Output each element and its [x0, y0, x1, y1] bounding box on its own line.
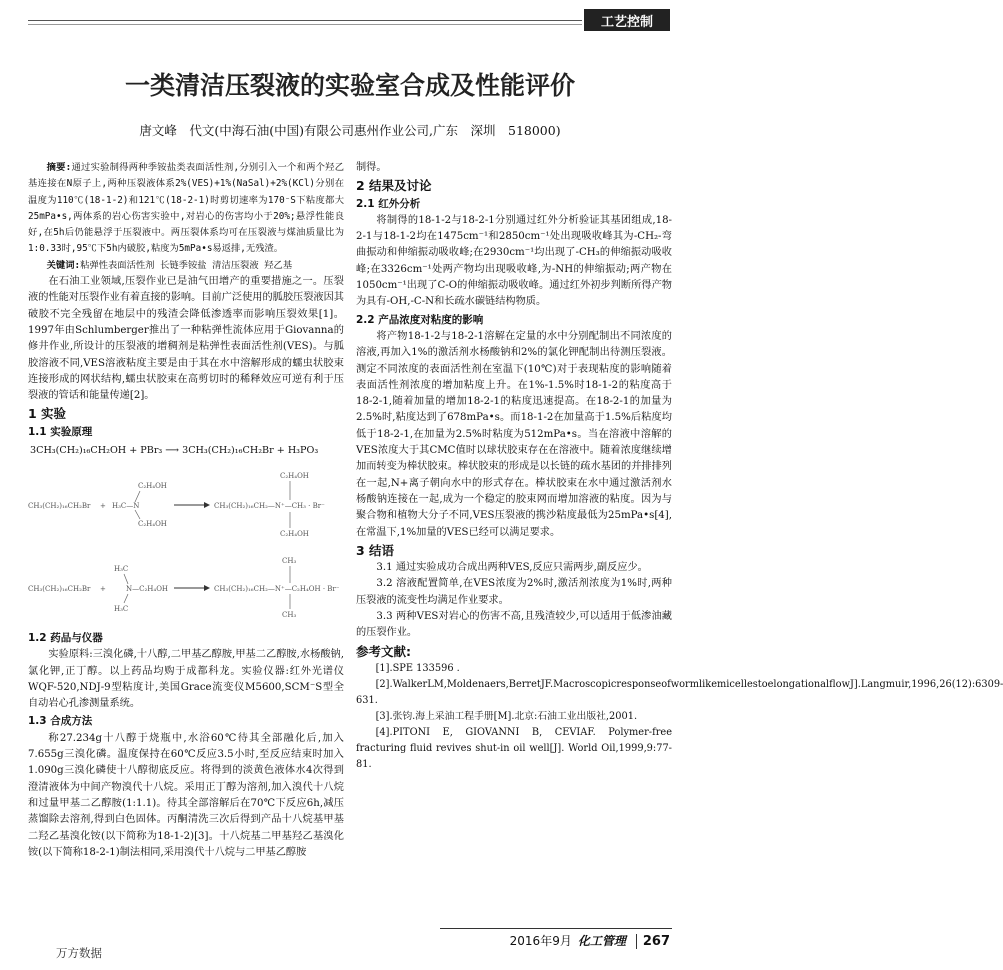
abstract [28, 160, 344, 258]
abstract-label: 摘要: [46, 162, 72, 173]
page-number: 267 [636, 934, 670, 949]
scheme2-reactant1: CH₃(CH₂)₁₆CH₂Br [28, 584, 91, 593]
conclusion-3: 3.3 两种VES对岩心的伤害不高,且残渣较少,可以适用于低渗油藏的压裂作业。 [356, 611, 672, 639]
scheme2-product: CH₃(CH₂)₁₆CH₂—N⁺—C₂H₄OH · Br⁻ [214, 584, 340, 593]
keywords-label: 关键词: [46, 259, 81, 271]
materials-paragraph: 实验原料:三溴化磷,十八醇,二甲基乙醇胺,甲基二乙醇胺,水杨酸钠,氯化钾,正丁醇。以上药品均购于成都科龙。实验仪器:红外光谱仪WQF-520,NDJ-9型粘度计,美国Grace流变仪M5600,SCM⁻S型全自动岩心孔渗测量系统。 [28, 649, 344, 710]
scheme2-sub1: H₃C [114, 564, 129, 573]
paper-title: 一类清洁压裂液的实验室合成及性能评价 [124, 71, 575, 100]
synthesis-paragraph: 称27.234g十八醇于烧瓶中,水浴60℃待其全部融化后,加入7.655g三溴化磷。温度保持在60℃反应3.5小时,至反应结束时加入1.090g三溴化磷使十八醇彻底反应。将得到的淡黄色液体水4次得到澄清液体为中间产物溴代十八烷。采用正丁醇为溶剂,加入溴代十八烷和过量甲基二乙醇胺(1:1.1)。待其全部溶解后在70℃下反应6h,减压蒸馏除去溶剂,得到白色固体。丙酮清洗三次后得到产品十八烷基甲基二羟乙基溴化铵(以下简称为18-1-2)[3]。十八烷基二甲基羟乙基溴化铵(以下简称18-2-1)制法相同,采用溴代十八烷与二甲基乙醇胺 [28, 732, 344, 858]
journal-name: 化工管理 [577, 934, 626, 948]
watermark: 万方数据 [56, 946, 102, 960]
header-rule-thin [28, 24, 582, 25]
section-tag: 工艺控制 [584, 9, 670, 31]
keywords-text: 粘弹性表面活性剂 长链季铵盐 清洁压裂液 羟乙基 [80, 259, 293, 271]
section-1-1-heading: 1.1 实验原理 [28, 425, 93, 438]
reference-item: [2].WalkerLM,Moldenaers,BerretJF.MacroscopicresponseofwormlikemicellestoelongationalflowJ].Langmuir,1996,26(12):6309-631. [356, 678, 1003, 706]
scheme1-product: CH₃(CH₂)₁₆CH₂—N⁺—CH₃ · Br⁻ [214, 502, 325, 511]
section-2-heading: 2 结果及讨论 [356, 178, 432, 194]
section-3-heading: 3 结语 [356, 542, 395, 558]
scheme1-reactant2: H₃C—N [112, 502, 140, 511]
conclusion-2: 3.2 溶液配置简单,在VES浓度为2%时,激活剂浓度为1%时,两种压裂液的流变性均满足作业要求。 [356, 578, 672, 606]
scheme2-psub2: CH₃ [282, 610, 297, 619]
scheme1-psub2: C₂H₄OH [280, 530, 309, 539]
section-1-2-heading: 1.2 药品与仪器 [28, 631, 103, 644]
left-column [28, 160, 344, 861]
ir-paragraph: 将制得的18-1-2与18-2-1分别通过红外分析验证其基团组成,18-2-1与18-1-2均在1475cm⁻¹和2850cm⁻¹处出现吸收峰其为-CH₂-弯曲振动和伸缩振动吸收峰;在2930cm⁻¹均出现了-CH₃的伸缩振动吸收峰;在3326cm⁻¹处两产物均出现吸收峰,为-NH的伸缩振动;两产物在1050cm⁻¹出现了C-O的伸缩振动吸收峰。通过红外初步判断所得产物为具有-OH,-C-N和长疏水碳链结构物质。 [356, 214, 672, 308]
keywords [28, 258, 344, 274]
section-2-1-heading: 2.1 红外分析 [356, 197, 421, 210]
footer-rule [440, 928, 672, 929]
reaction-scheme-2 [28, 553, 344, 621]
scheme2-reactant2: N—C₂H₄OH [126, 584, 169, 593]
reference-item: [3].张钧.海上采油工程手册[M].北京:石油工业出版社,2001. [375, 710, 638, 722]
section-1-heading: 1 实验 [28, 406, 67, 422]
right-column [356, 160, 1003, 773]
viscosity-paragraph: 将产物18-1-2与18-2-1溶解在定量的水中分别配制出不同浓度的溶液,再加入1%的激活剂水杨酸钠和2%的氯化钾配制出待测压裂液。测定不同浓度的表面活性剂在室温下(10℃)对于表现粘度的影响随着表面活性剂浓度的增加粘度上升。在1%-1.5%时18-1-2的粘度高于18-2-1,随着加量的增加18-2-1的粘度迅速提高。在18-2-1的加量为2.5%时,粘度达到了678mPa•s。而18-1-2在加量高于1.5%后粘度均低于18-2-1,在加量为2.5%时粘度为512mPa•s。当在溶液中溶解的VES浓度大于其CMC值时以球状胶束存在在溶液中。随着浓度继续增加而转变为棒状胶束。棒状胶束的形成是以长链的疏水基团的并排排列在一起,N+离子朝向水中的形式存在。棒状胶束在水中通过激活剂水杨酸钠连接在一起,成为一个稳定的胶束网而增加溶液的粘度。因为与聚合物和植物大分子不同,VES压裂液的携沙粘度最低为25mPa•s[4],在常温下,1%加量的VES已经可以满足要求。 [356, 330, 672, 538]
reaction-equation-1: 3CH₃(CH₂)₁₆CH₂OH + PBr₃ ⟶ 3CH₃(CH₂)₁₆CH₂Br + H₃PO₃ [30, 445, 319, 457]
references-heading: 参考文献: [356, 643, 411, 659]
scheme1-psub1: C₂H₄OH [280, 472, 309, 481]
abstract-text: 通过实验制得两种季铵盐类表面活性剂,分别引入一个和两个羟乙基连接在N原子上,两种压裂液体系2%(VES)+1%(NaSal)+2%(KCl)分别在温度为110℃(18-1-2)和121℃(18-2-1)时剪切速率为170⁻S下粘度都大25mPa•s,两体系的岩心伤害实验中,对岩心的伤害均小于20%;悬浮性能良好,在5h后仍能悬浮于压裂液中。两压裂体系均可在压裂液与煤油质量比为1:0.33时,95℃下5h内破胶,粘度为5mPa•s易返排,无残渣。 [28, 162, 344, 255]
page-footer [510, 932, 670, 949]
reference-item: [1].SPE 133596 . [375, 662, 460, 674]
reference-item: [4].PITONI E, GIOVANNI B, CEVIAF. Polymer-free fracturing fluid revives shut-in oil well[J]. World Oil,1999,9:77-81. [356, 726, 672, 770]
scheme2-sub2: H₃C [114, 604, 129, 613]
reaction-scheme-1 [28, 464, 344, 542]
scheme1-sub2: C₂H₄OH [138, 520, 167, 529]
footer-date: 2016年9月 [509, 934, 572, 948]
scheme2-plus: + [100, 584, 106, 593]
synthesis-continued: 制得。 [356, 162, 387, 173]
top-bar [0, 0, 700, 30]
scheme1-plus: + [100, 502, 106, 511]
authors: 唐文峰 代文(中海石油(中国)有限公司惠州作业公司,广东 深圳 518000) [139, 123, 561, 138]
scheme1-sub1: C₂H₄OH [138, 482, 167, 491]
header-rule [28, 20, 582, 21]
intro-paragraph: 在石油工业领域,压裂作业已是油气田增产的重要措施之一。压裂液的性能对压裂作业有着直接的影响。目前广泛使用的胍胶压裂液因其破胶不完全残留在地层中的残渣会降低渗透率而影响压裂效果[1]。1997年由Schlumberger推出了一种粘弹性流体应用于Giovanna的修井作业,所设计的压裂液的增稠剂是粘弹性表面活性剂(VES)。与胍胶溶液不同,VES溶液粘度主要是由于其在水中溶解形成的蠕虫状胶束连接形成的网状结构,蠕虫状胶束在高剪切时的稀释效应可逆有利于压裂液的管话和能量传递[2]。 [28, 276, 344, 402]
scheme1-reactant1: CH₃(CH₂)₁₆CH₂Br [28, 502, 91, 511]
section-2-2-heading: 2.2 产品浓度对粘度的影响 [356, 313, 484, 326]
section-1-3-heading: 1.3 合成方法 [28, 715, 93, 728]
conclusion-1: 3.1 通过实验成功合成出两种VES,反应只需两步,副反应少。 [376, 562, 648, 574]
scheme2-psub1: CH₃ [282, 556, 297, 565]
